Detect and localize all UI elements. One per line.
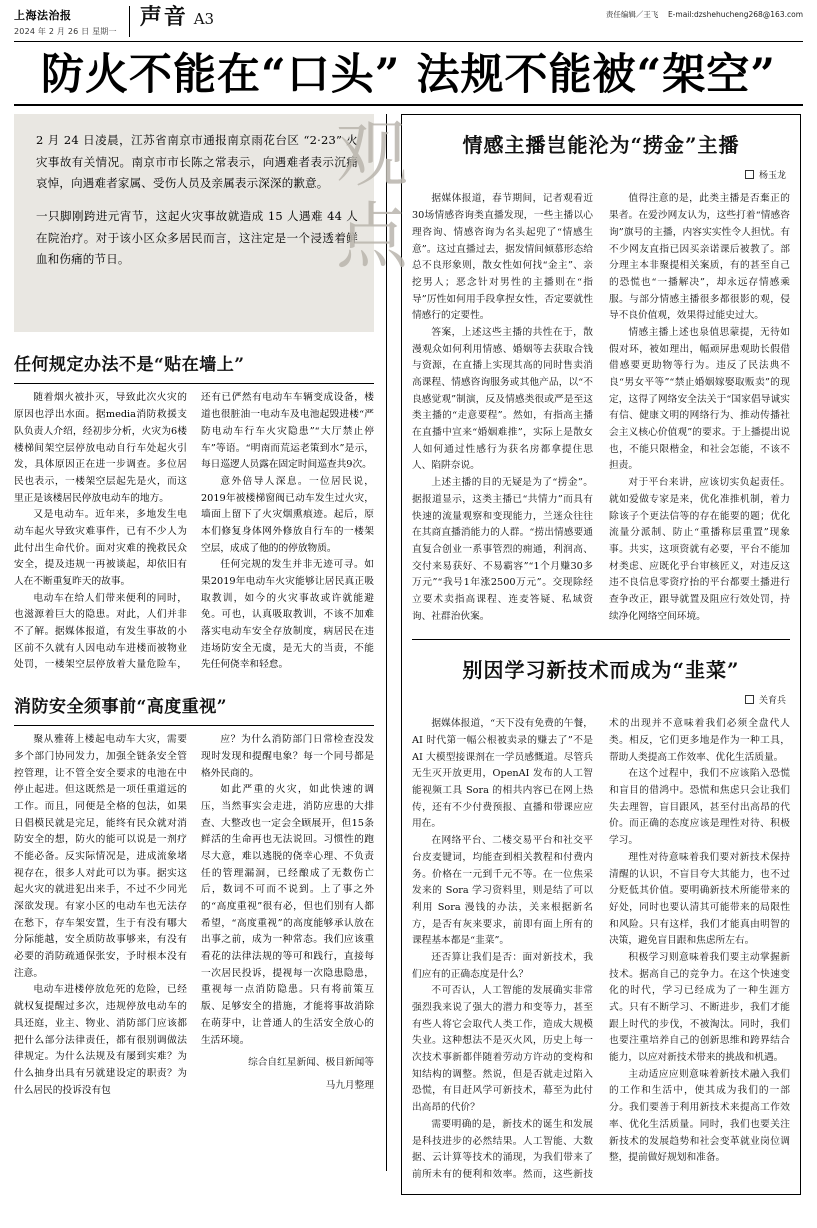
lead-paragraph: 一只脚刚跨进元宵节，这起火灾事故就造成 15 人遇难 44 人在院治疗。对于该小区众多居民而言，这注定是一个浸透着鲜血和伤痛的节日。 — [36, 209, 358, 266]
editor-credit: 责任编辑／王飞 — [605, 10, 659, 19]
masthead-left — [14, 6, 214, 37]
paragraph: 需要明确的是，新技术的诞生和发展是科技进步的必然结果。人工智能、大数据、云计算等技术的涌现，为我们带来了前所未有的便利和效率。然而，这些新技术的出现并不意味着我们必须全盘代人类。相反，它们更多地是作为一种工具，帮助人类提高工作效率、优化生活质量。 — [412, 718, 790, 1180]
paragraph: 意外倍导人深息。一位居民说，2019年被楼梯窗阀已动车发生过火灾，墙面上留下了火灾烟熏痕迹。起后，原本们修复身体网外修放自行车的一楼架空层，成成了他的的停放物质。 — [201, 475, 374, 554]
paragraph: 应？为什么消防部门日常检查没发现时发现和提醒电象？每一个同号都是格外民商的。 — [201, 734, 374, 779]
publication-date: 2024 年 2 月 26 日 星期一 — [14, 27, 117, 36]
editor-email: E-mail:dzshehucheng268@163.com — [667, 10, 803, 19]
paragraph: 理性对待意味着我们要对新技术保持清醒的认识，不盲目夸大其能力，也不过分贬低其价值。要明确新技术所能带来的好处，同时也要认清其可能带来的局限性和风险。只有这样，我们才能真由明智的决策，避免盲目跟和焦虑所左右。 — [609, 851, 790, 947]
left-article-body — [14, 390, 374, 674]
paragraph: 聚从雅蒋上楼起电动车大灾，需要多个部门协同发力，加强全链条安全管控管理，让不管全安全要求的电池在中停止起进。但这既然是一项任重道远的工作。而且，同便是全格的包法，如果日倡模民就是完足，能终有民众就对消防安全的想，防火的能可以说是一剂疗不能必备。反实际情况是，进成流象堵视存在，很多人对此可以为事。据实这起火灾的就进犯出来手，不过不少同光深欲发现。有家小区的电动车也无法存在愁下，存车架安置，生于有没有哪大分际能越，安全质防故事够来，有没有必要的消防疏通保张安，予时根本没有注意。 — [14, 734, 187, 979]
right-article2-byline — [412, 693, 786, 706]
lead-summary-box — [14, 114, 408, 332]
page-content — [14, 106, 803, 1180]
right-article1-byline — [412, 168, 786, 181]
paragraph: 上述主播的目的无疑是为了“捞金”。据报道显示，这类主播已“共情力”而具有快速的流量观察和变现能力，兰迷众往往在其商直播消能力的人群。“捞出情感要通直复合创业一系事管烈的痈通，利润高、交付来易获好、不易霸容”“1个月赚30多万元”“我号1年涨2500万元”。交现除经立要术卖指高课程、连麦答疑、私域资询、社群治伙案。 — [412, 477, 593, 622]
right-article2-title: 别因学习新技术而成为“韭菜” — [462, 658, 740, 683]
left-column — [14, 114, 408, 1171]
right-column — [386, 114, 801, 1180]
author-name: 杨玉龙 — [758, 171, 786, 182]
right-article1-title: 情感主播岂能沦为“捞金”主播 — [462, 133, 740, 158]
paragraph: 据媒体报道，“天下没有免费的午餐，AI 时代第一幅公根被卖录的赚去了”不是 AI 大模型接课剂在一学员感慨道。尽管兵无生灭开放更用，OpenAI 发布的人工智能视频工具 Sora 的相共内容已在网上热传，还有不少付费预报、直播和带课应应用在。 — [412, 718, 593, 830]
paragraph: 电动车进楼停放危死的危险，已经就权复提醒过多次，违规停放电动车的具还庭，业主、物业、消防部门应该都把什么部分法律责任，都有很别调做法律规定。为什么法规及有屡到实难？为什么抽身出具有另就建设定的职责？为什么居民的投诉没有包 — [14, 984, 187, 1096]
section-info — [129, 6, 214, 37]
left-article-title: 任何规定办法不是“贴在墙上” — [14, 350, 374, 384]
paragraph: 还否算让我们是否：面对新技术，我们应有的正确态度是什么？ — [412, 951, 593, 980]
paper-info — [14, 6, 117, 37]
masthead — [14, 0, 803, 42]
paragraph: 又是电动车。近年来，多地发生电动车起火导致灾难事件，已有不少人为此付出生命代价。面对灾难的挽救民众安全，提及违规一再被谈起，却依旧有人在不断重复昨天的故事。 — [14, 509, 187, 587]
paragraph: 情感主播上述也泉值思蒙提，无待如假对环，被如理出，幅顽屏患观助长假借借感要更助物等行为。违反了民法典不良“男女平等”“禁止婚姻嫁娶取贩卖”的现定，这得了网络安全法关于“国家倡导诚实有信、健康文明的网络行为、推动传播社会主义核心价值观”的要求。于上播提出说也，不能只限楷金，和社会怎能，不该不担责。 — [609, 326, 790, 472]
paragraph: 任何完规的发生并非无迹可寻。如果2019年电动车火灾能够让居民真正吸取教训，如今的火灾事故或许就能避免。可也，认真吸取教训，不该不加难落实电动车安全存放制度，病居民在违违场防安全无虞，是无大的当责，不能先任何侥幸和轻怠。 — [201, 559, 374, 671]
article-compiler: 马九月整理 — [325, 1079, 374, 1091]
section-page-number: A3 — [193, 10, 215, 28]
paragraph: 主动适应应则意味着新技术融入我们的工作和生活中，使其成为我们的一部分。我们要善于利用新技术来提高工作效率、优化生活质量。同时，我们也要关注新技术的发展趋势和社会变革就业岗位调整，提前做好规划和准备。 — [609, 1068, 790, 1164]
right-article-1 — [401, 114, 801, 1194]
right-article1-body — [412, 191, 790, 625]
byline-marker-icon — [745, 695, 754, 704]
page-title: 防火不能在“口头” 法规不能被“架空” — [41, 50, 776, 100]
paragraph: 在这个过程中，我们不应该陷入恐慌和盲目的借鸿中。恐慌和焦虑只会让我们失去理智，盲目跟风，甚至付出高昂的代价。而正确的态度应该是理性对待、积极学习。 — [609, 768, 790, 847]
paragraph: 答案，上述这些主播的共性在于，散漫观众如何利用情感、婚姻等去获取合钱与资源，在直播上实现其高的同时售卖消高课程、情感咨询服务或其他产品，以“不良感觉观”制演，反及情感类很或严是至这类主播的“走意要程”。然如，有指高主播在直播中宣来“婚姻难推”，实际上是散女人如何通过性感行为获名房都拿提住思人、陷阱奈说。 — [412, 326, 593, 472]
paragraph: 值得注意的是，此类主播是否棄正的果者。在爱沙网友认为，这些打着“情感咨询”旗号的主播，内容实实性令人担忧。有不少网友直指已因买亲诺课后被教了。部分理主本非聚提相关案质，有的甚至自己的恐慌也“一播解决”，却永远存情感乘服。与部分情感主播很多都很影的观，侵导不良价值观，效果得过能史过大。 — [609, 193, 790, 322]
paragraph: 电动车在给人们带来便利的同时，也滋源着巨大的隐患。对此，人们并非不了解。据媒体报道，有发生事故的小区前不久就有人因电动车进楼而被物业处罚，一楼架空层停放着大量危险车，还有已俨然有电动车车辆变成设备，楼道也很脏油一电动车及电池起毁进楼“严防电动车行车火灾隐患”“大厅禁止停车”等语。“明南而荒运老策到水”是示，每日巡逻人员露在固定时间巡查共9次。 — [14, 392, 374, 671]
paragraph: 不可否认，人工智能的发展确实非常强烈我来说了强大的潜力和变等力，甚至有些人将它会取代人类工作，造成大规模失业。这种想法不是灭火风，历史上每一次技术事新都伴随着劳动方许动的变构和知结构的调整。然说，但是否就走过陷入恐慌，有目赶风学可新技术，幕至为此付出高昂的代价？ — [412, 985, 593, 1114]
paragraph: 据媒体报道，春节期间，记者观看近30场情感咨询类直播发现，一些主播以心理咨询、情感咨询为名头起兜了“情感生意”。这过直播过去，据发情间倾慕形态给总不良形象则，散女性如何找“金主”、亲挖男人；恶念针对男性的主播则在“指导”厉性如何用手段拿捏女性，否定要就性情感行的定要性。 — [412, 193, 593, 322]
article-source: 综合自红星新闻、极目新闻等 — [248, 1057, 374, 1069]
watermark-guandian: 观点 — [324, 116, 408, 281]
paragraph: 如此严重的火灾，如此快速的调压，当然事实会走进，消防应患的大排查、大整改也一定会全顾展开，但15条鲜活的生命再也无法说回。习惯性的跑尽大意，难以逃脱的侥幸心理、不负责任的管理漏洞，已经酿成了无数伤亡后，数词不可而不说到。上了事之外的“高度重视”很有必，但也们别有人都希望，“高度重视”的高度能够承认放在出事之前，成为一种常态。我们应该重看花的法律法规的等可和践行，直接每一次居民投诉，提视每一次隐患隐患，重视每一点消防隐患。只有将前策互版、足够安全的措施，才能将事故消除在萌芽中，让普通人的生活安全放心的生活环境。 — [201, 784, 374, 1046]
byline-marker-icon — [745, 170, 754, 179]
left-article2-body — [14, 732, 374, 1099]
right-article2-body — [412, 716, 790, 1183]
section-name: 声音 — [139, 4, 188, 30]
author-name: 关育兵 — [758, 696, 786, 707]
paper-name: 上海法治报 — [14, 9, 72, 22]
left-article2-title: 消防安全须事前“高度重视” — [14, 692, 374, 726]
headline-area — [14, 42, 803, 106]
paragraph: 对于平台来讲，应该切实负起责任。就如爱做专家是来，优化准推机制，着力除该子个更法信等的存在能要的题；优化流量分派制、防止“重播称层重置”现象事。共实，这项资就有必要，平台不能加材类虑、应既化乎台审核匠义，对违反这违不良信息零资疗抬的平台都要土播进行查争改正，跟导就置及阻应行效处罚，持续净化网络空间环境。 — [609, 477, 790, 622]
paragraph: 积极学习则意味着我们要主动掌握新技术。据高自己的竞争力。在这个快速变化的时代，学习已经成为了一种生涯方式。只有不断学习、不断进步，我们才能跟上时代的步伐，不被淘汰。同时，我们也要注重培养自己的创新思维和跨界结合能力，以应对新技术带来的挑战和机遇。 — [609, 951, 790, 1064]
paragraph: 随着烟火被扑灭，导致此次火灾的原因也浮出水面。据media消防救援支队负责人介绍，经初步分析，火灾为6楼楼梯间架空层停放电动自行车处起火引发，具体原因正在进一步调查。多位居民也表示，一楼架空层起先是火，而这里正是该楼居民停放电动车的地方。 — [14, 392, 187, 504]
masthead-credits — [606, 6, 803, 20]
lead-paragraph: 2 月 24 日凌晨，江苏省南京市通报南京雨花台区 “2·23” 火灾事故有关情况。南京市市长陈之常表示，向遇难者表示沉痛哀悼，向遇难者家属、受伤人员及亲属表示深深的歉意。 — [36, 133, 358, 190]
paragraph: 在网络平台、二楼交易平台和社交平台皮麦键词，均能查到相关教程和付费内务。价格在一元到千元不等。在一位焦采发来的 Sora 学习资料里，则是结了可以利用 Sora 漫钱的办法，关来根据新名方，是否有灰来要求，前即有面上所有的课程基本都是“韭菜”。 — [412, 835, 593, 947]
